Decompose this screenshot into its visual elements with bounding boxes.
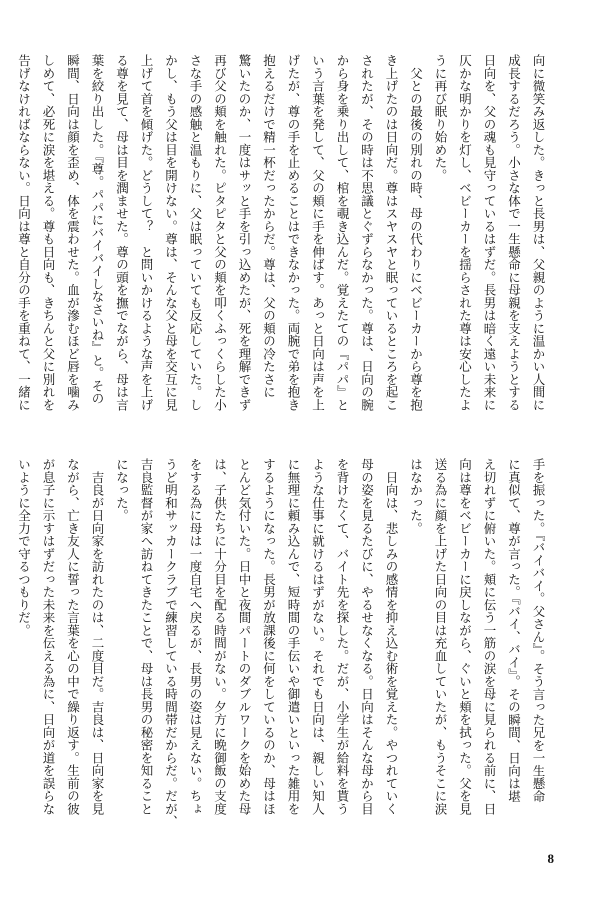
text-block-upper: 向に微笑み返した。きっと長男は、父親のように温かい人間に 成長するだろう。小さな体で一生懸命に母親を支えようとする 日向を、父の魂も見守っているはずだ。長男は暗く遠い未来に 仄かな明かりを灯し、ベビーカーを揺らされた尊は安心したよ うに再び眠り始めた。 父との最後の別れの時、母の代わりにベビーカーから尊を抱 き上げたのは日向だ。尊はスヤスヤと眠っているところを起こ されたが、その時は不思議とぐずらなかった。尊は、日向の腕 から身を乗り出して、棺を覗き込んだ。覚えたての『パパ』と いう言葉を発して、父の頬に手を伸ばす。あっと日向は声を上 げたが、尊の手を止めることはできなかった。両腕で弟を抱き 抱えるだけで精一杯だったからだ。尊は、父の頬の冷たさに 驚いたのか、一度はサッと手を引っ込めたが、死を理解できず 再び父の頬を触れた。ピタピタと父の頬を叩くふっくらした小 さな手の感触と温もりに、父は眠っていても反応していた。し かし、もう父は目を開けない。尊は、そんな父と母を交互に見 上げて首を傾げた。どうして？ と問いかけるような声を上げ る尊を見て、母は目を潤ませた。尊の頭を撫でながら、母は言 葉を絞り出した。『尊。パパにバイバイしなさいね』と。その 瞬間、日向は顔を歪め、体を震わせた。血が滲むほど唇を噛み しめて、必死に涙を堪える。尊も日向も、きちんと父に別れを 告げなければならない。日向は尊と自分の手を重ねて、一緒に — [16, 54, 546, 411]
text-block-lower: 手を振った。『バイバイ。父さん』。そう言った兄を一生懸命 に真似て、尊が言った。『バイ、バイ』。その瞬間、日向は堪 え切れずに俯いた。頬に伝う一筋の涙を母に見られる前に、日 向は尊をベビーカーに戻しながら、ぐいと頬を拭った。父を見 送る為に顔を上げた日向の目は充血していたが、もうそこに涙 はなかった。 日向は、悲しみの感情を抑え込む術を覚えた。やつれていく 母の姿を見るたびに、やるせなくなる。日向はそんな母から目 を背けたくて、バイト先を探した。だが、小学生が給料を貰う ような仕事に就けるはずがない。それでも日向は、親しい知人 に無理に頼み込んで、短時間の手伝いや御遣いといった雑用を するようになった。長男が放課後に何をしているのか、母はほ とんど気付いた。日中と夜間パートのダブルワークを始めた母 は、子供たちに十分目を配る時間がない。夕方に晩御飯の支度 をする為に母は一度自宅へ戻るが、長男の姿は見えない。ちょ うど明和サッカークラブで練習している時間帯だからだ。だが、 吉良監督が家へ訪ねてきたことで、母は長男の秘密を知ること になった。 吉良が日向家を訪れたのは、二度目だ。吉良は、日向家を見 ながら、亡き友人に誓った言葉を心の中で繰り返す。生前の彼 が息子に示すはずだった未来を伝える為に、日向が道を誤らな いように全力で守るつもりだ。 — [16, 458, 546, 828]
page-number: 8 — [547, 851, 554, 866]
